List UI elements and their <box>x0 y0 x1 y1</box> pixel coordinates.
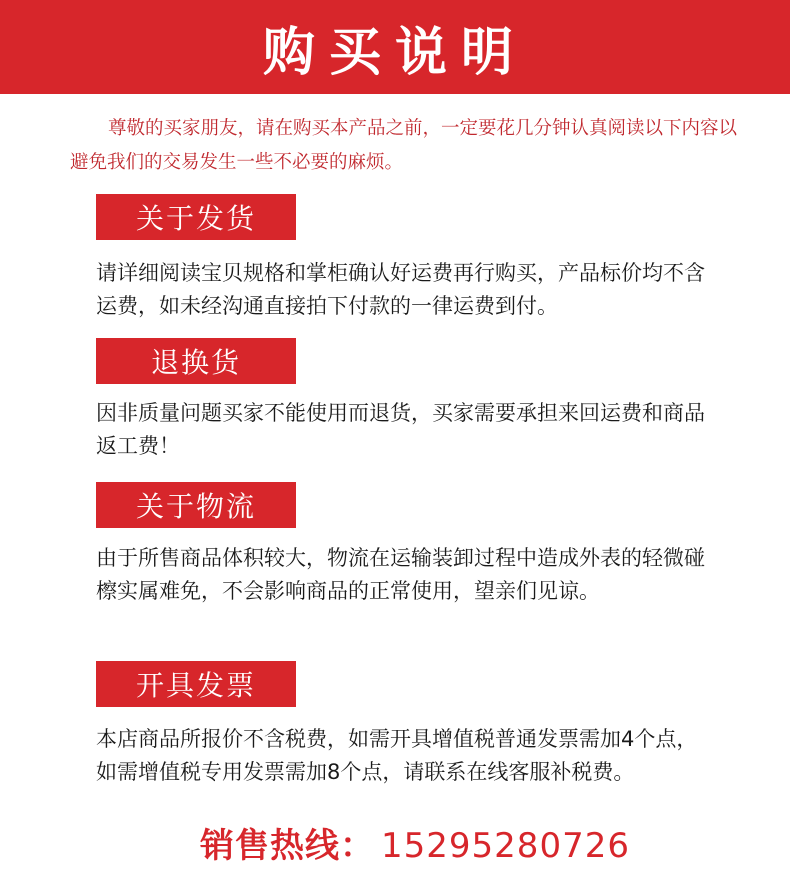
intro-text: 尊敬的买家朋友，请在购买本产品之前，一定要花几分钟认真阅读以下内容以避免我们的交易发生一些不必要的麻烦。 <box>70 118 738 173</box>
sales-hotline <box>0 818 790 867</box>
hotline-label: 销售热线： <box>200 826 376 866</box>
section-label-return: 退换货 <box>96 338 296 384</box>
page-title: 购买说明 <box>262 22 527 83</box>
section-label-logistics: 关于物流 <box>96 482 296 528</box>
section-label-shipping: 关于发货 <box>96 194 296 240</box>
section-text-invoice: 本店商品所报价不含税费，如需开具增值税普通发票需加4个点，如需增值税专用发票需加8个点，请联系在线客服补税费。 <box>96 727 698 784</box>
section-text-shipping: 请详细阅读宝贝规格和掌柜确认好运费再行购买，产品标价均不含运费，如未经沟通直接拍下付款的一律运费到付。 <box>96 261 705 318</box>
section-text-logistics: 由于所售商品体积较大，物流在运输装卸过程中造成外表的轻微碰檫实属难免，不会影响商品的正常使用，望亲们见谅。 <box>96 546 705 603</box>
section-text-return: 因非质量问题买家不能使用而退货，买家需要承担来回运费和商品返工费！ <box>96 401 705 458</box>
section-label-invoice: 开具发票 <box>96 661 296 707</box>
header-banner <box>0 0 790 94</box>
hotline-number: 15295280726 <box>381 826 630 866</box>
